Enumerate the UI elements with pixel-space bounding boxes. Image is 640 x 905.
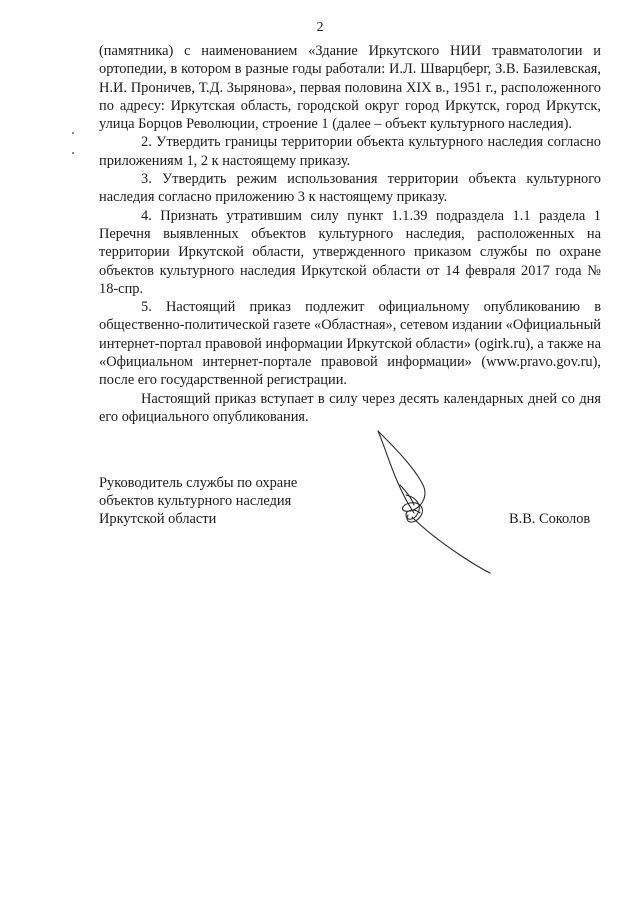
document-body	[99, 42, 601, 426]
paragraph-1: (памятника) с наименованием «Здание Иркутского НИИ травматологии и ортопедии, в котором в разные годы работали: И.Л. Шварцберг, З.В. Базилевская, Н.И. Проничев, Т.Д. Зырянова», первая половина XIX в., 1951 г., расположенного по адресу: Иркутская область, городской округ город Иркутск, город Иркутск, улица Борцов Революции, строение 1 (далее – объект культурного наследия).	[99, 43, 601, 133]
paragraph-3: 3. Утвердить режим использования территории объекта культурного наследия согласно приложению 3 к настоящему приказу.	[99, 171, 601, 206]
margin-dot	[72, 132, 74, 134]
signature-block	[99, 474, 599, 528]
signatory-title-line-2: объектов культурного наследия	[99, 493, 292, 509]
signatory-name: В.В. Соколов	[509, 511, 591, 527]
signatory-title-line-1: Руководитель службы по охране	[99, 475, 298, 491]
page-number: 2	[316, 20, 324, 35]
paragraph-2: 2. Утвердить границы территории объекта культурного наследия согласно приложениям 1, 2 к настоящему приказу.	[99, 134, 601, 169]
paragraph-6: Настоящий приказ вступает в силу через десять календарных дней со дня его официального опубликования.	[99, 390, 601, 425]
paragraph-5: 5. Настоящий приказ подлежит официальному опубликованию в общественно-политической газете «Областная», сетевом издании «Официальный интернет-портал правовой информации Иркутской области» (ogirk.ru), а также на «Официальном интернет-портале правовой информации» (www.pravo.gov.ru), после его государственной регистрации.	[99, 299, 601, 389]
handwritten-signature	[360, 425, 500, 575]
paragraph-4: 4. Признать утратившим силу пункт 1.1.39 подраздела 1.1 раздела 1 Перечня выявленных объектов культурного наследия, расположенных на территории Иркутской области, утвержденного приказом службы по охране объектов культурного наследия Иркутской области от 14 февраля 2017 года № 18-спр.	[99, 207, 601, 297]
margin-dot	[72, 152, 74, 154]
signatory-title-line-3: Иркутской области	[99, 511, 217, 527]
